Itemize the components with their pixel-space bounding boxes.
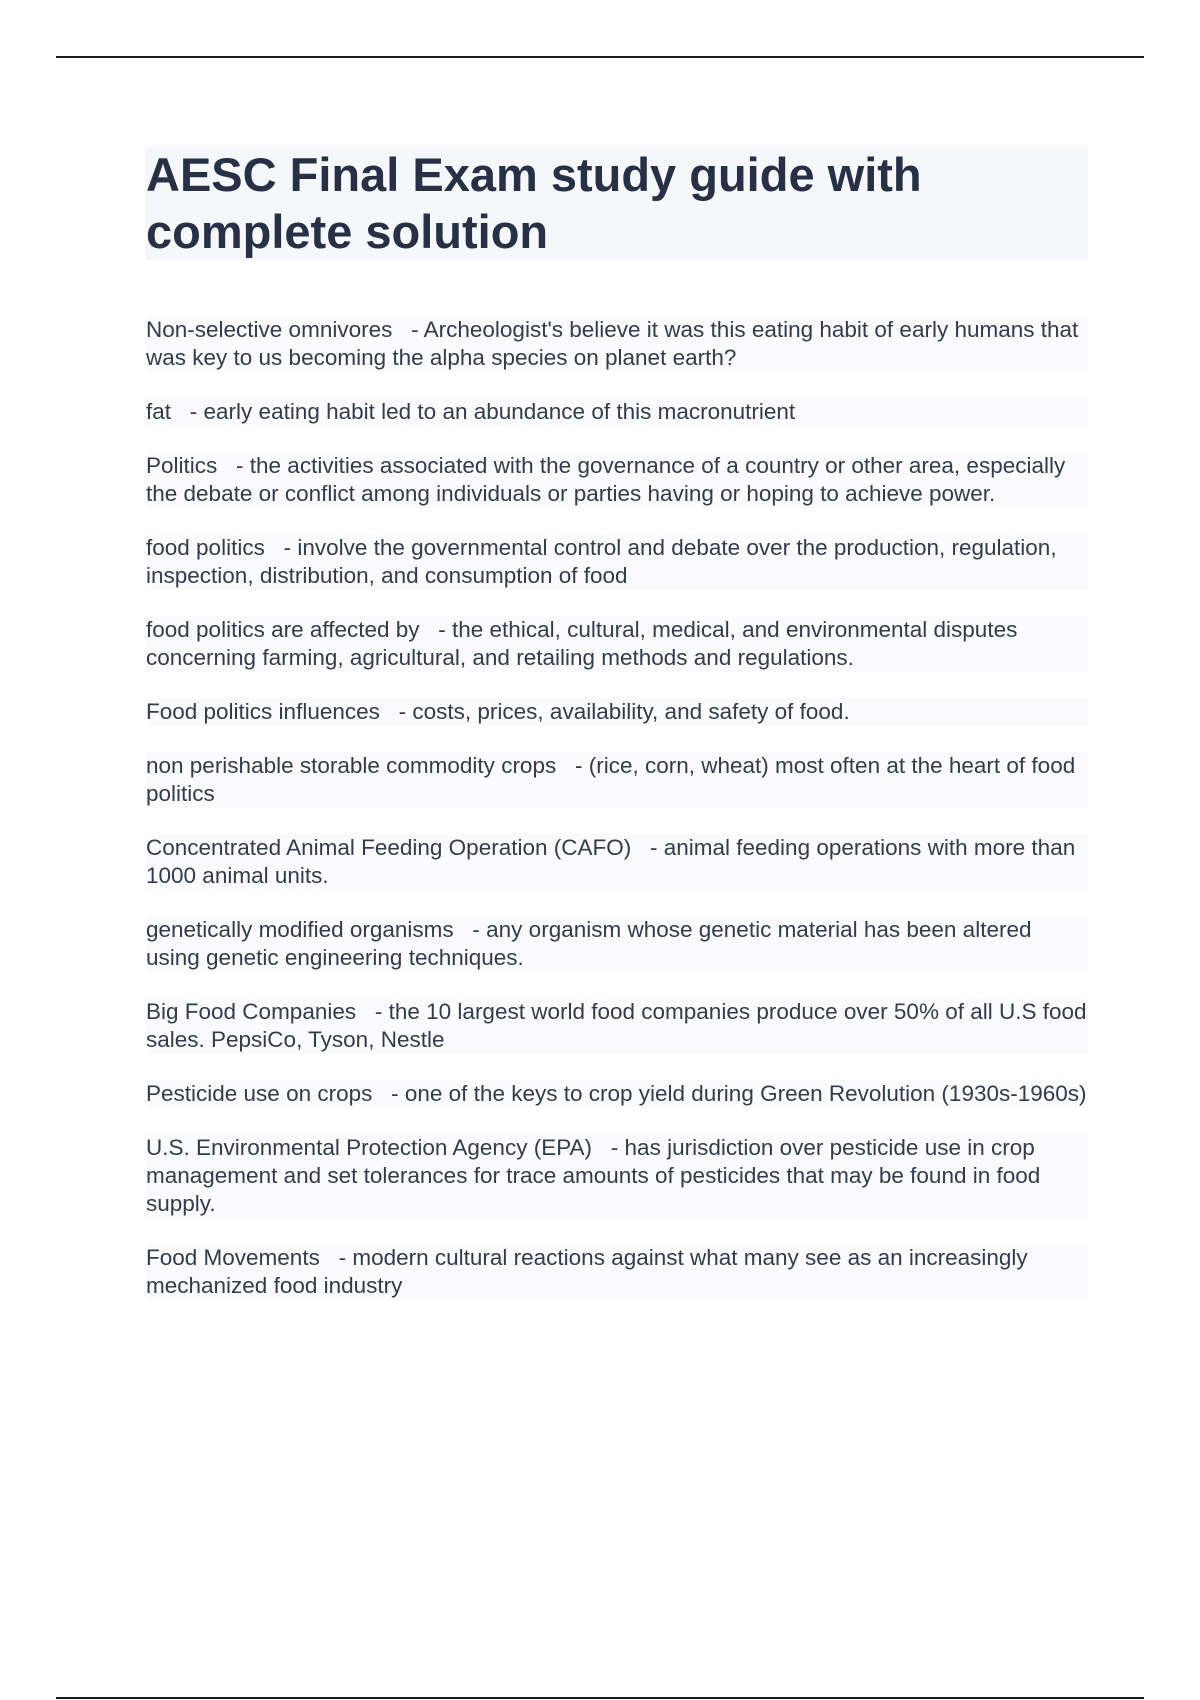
entry-definition: (rice, corn, wheat) most often at the heart of food politics: [146, 753, 1076, 806]
entry-separator: -: [631, 835, 664, 860]
entry-definition: early eating habit led to an abundance of this macronutrient: [203, 399, 796, 424]
entry-term: Pesticide use on crops: [146, 1081, 373, 1106]
entry-definition: the activities associated with the governance of a country or other area, especially the debate or conflict among individuals or parties having or hoping to achieve power.: [146, 453, 1066, 506]
entry-term: U.S. Environmental Protection Agency (EPA): [146, 1135, 593, 1160]
flashcard-entry: [146, 998, 1088, 1054]
entry-definition: involve the governmental control and debate over the production, regulation, inspection, distribution, and consumption of food: [146, 535, 1057, 588]
flashcard-entry: [146, 752, 1088, 808]
flashcard-list: [146, 316, 1088, 1300]
document-body: [146, 146, 1088, 1326]
entry-separator: -: [319, 1245, 353, 1270]
bottom-rule: [56, 1697, 1144, 1699]
entry-term: Big Food Companies: [146, 999, 357, 1024]
entry-separator: -: [379, 699, 413, 724]
entry-term: food politics are affected by: [146, 617, 420, 642]
flashcard-entry: [146, 398, 1088, 426]
flashcard-entry: [146, 1244, 1088, 1300]
flashcard-entry: [146, 698, 1088, 726]
entry-term: Food politics influences: [146, 699, 380, 724]
entry-separator: -: [392, 317, 424, 342]
entry-term: fat: [146, 399, 172, 424]
entry-separator: -: [372, 1081, 405, 1106]
entry-term: Food Movements: [146, 1245, 320, 1270]
entry-term: Concentrated Animal Feeding Operation (CAFO): [146, 835, 632, 860]
entry-definition: animal feeding operations with more than 1000 animal units.: [146, 835, 1076, 888]
flashcard-entry: [146, 1134, 1088, 1218]
entry-separator: -: [356, 999, 389, 1024]
entry-definition: Archeologist's believe it was this eating habit of early humans that was key to us becoming the alpha species on planet earth?: [146, 317, 1079, 370]
entry-term: Non-selective omnivores: [146, 317, 393, 342]
entry-separator: -: [556, 753, 589, 778]
entry-separator: -: [592, 1135, 625, 1160]
entry-definition: one of the keys to crop yield during Green Revolution (1930s-1960s): [404, 1081, 1087, 1106]
entry-definition: modern cultural reactions against what many see as an increasingly mechanized food industry: [146, 1245, 1028, 1298]
document-title: AESC Final Exam study guide with complete solution: [146, 148, 922, 258]
top-rule: [56, 56, 1144, 58]
entry-term: food politics: [146, 535, 265, 560]
entry-separator: -: [453, 917, 487, 942]
entry-separator: -: [171, 399, 204, 424]
entry-definition: has jurisdiction over pesticide use in crop management and set tolerances for trace amounts of pesticides that may be found in food supply.: [146, 1135, 1041, 1216]
title-block: [146, 146, 1088, 260]
flashcard-entry: [146, 316, 1088, 372]
entry-separator: -: [217, 453, 250, 478]
entry-definition: the 10 largest world food companies produce over 50% of all U.S food sales. PepsiCo, Tyson, Nestle: [146, 999, 1087, 1052]
flashcard-entry: [146, 616, 1088, 672]
entry-separator: -: [419, 617, 453, 642]
entry-definition: any organism whose genetic material has been altered using genetic engineering techniques.: [146, 917, 1032, 970]
entry-definition: the ethical, cultural, medical, and environmental disputes concerning farming, agricultural, and retailing methods and regulations.: [146, 617, 1018, 670]
flashcard-entry: [146, 834, 1088, 890]
entry-term: non perishable storable commodity crops: [146, 753, 557, 778]
entry-separator: -: [264, 535, 298, 560]
entry-term: Politics: [146, 453, 218, 478]
flashcard-entry: [146, 916, 1088, 972]
flashcard-entry: [146, 534, 1088, 590]
flashcard-entry: [146, 452, 1088, 508]
flashcard-entry: [146, 1080, 1088, 1108]
entry-definition: costs, prices, availability, and safety of food.: [412, 699, 850, 724]
entry-term: genetically modified organisms: [146, 917, 454, 942]
